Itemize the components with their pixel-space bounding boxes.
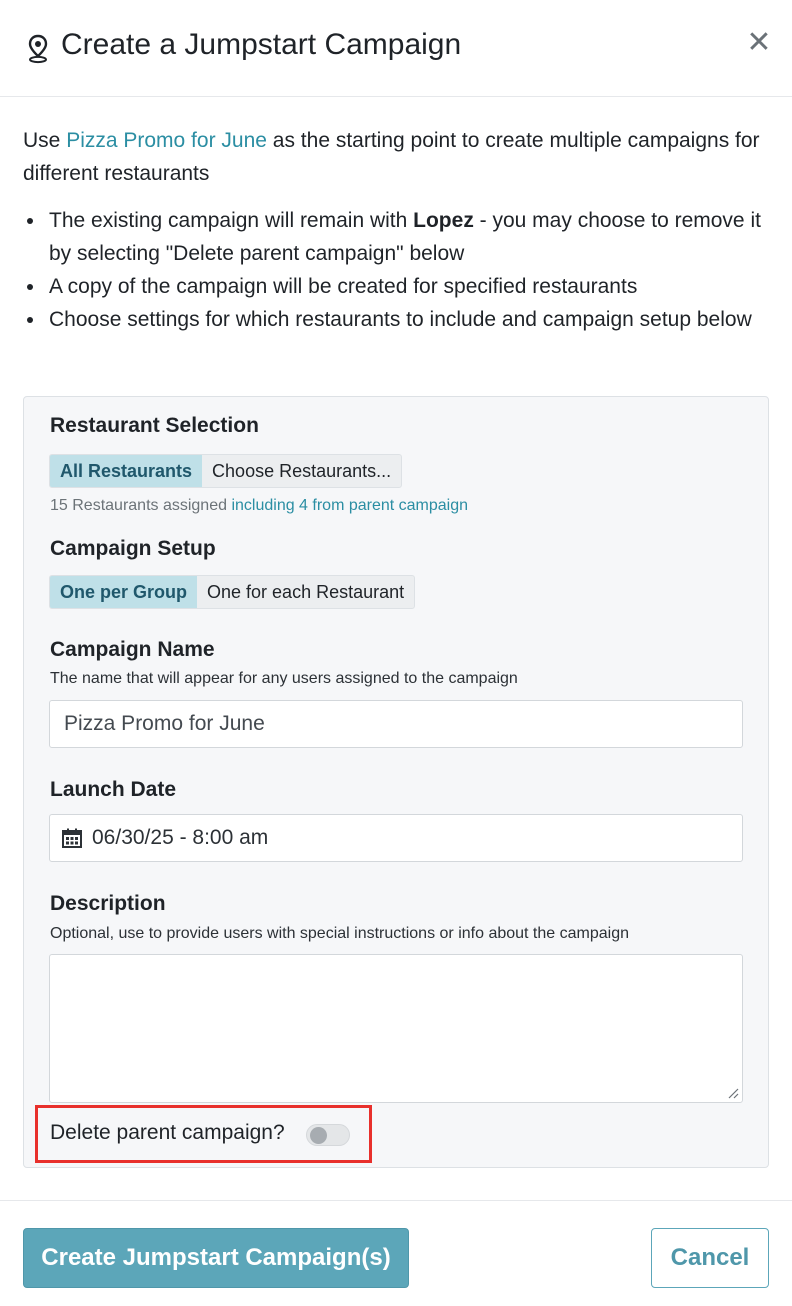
info-bullet-list: [23, 204, 773, 336]
calendar-icon: [62, 828, 82, 848]
intro-suffix: as the starting point to create multiple campaigns for different restaurants: [23, 129, 760, 185]
restaurant-selection-label: Restaurant Selection: [50, 414, 259, 437]
campaign-setup-toggle: [49, 575, 415, 609]
option-all-restaurants[interactable]: All Restaurants: [50, 455, 202, 487]
owner-name: Lopez: [413, 209, 474, 232]
resize-handle-icon[interactable]: [727, 1087, 739, 1099]
description-textarea[interactable]: [49, 954, 743, 1103]
settings-panel: [23, 396, 769, 1168]
option-one-per-restaurant[interactable]: One for each Restaurant: [207, 582, 405, 602]
launch-date-input[interactable]: [49, 814, 743, 862]
campaign-name-input[interactable]: Pizza Promo for June: [49, 700, 743, 748]
bullet-text: The existing campaign will remain with: [49, 209, 414, 232]
launch-date-label: Launch Date: [50, 778, 177, 801]
campaign-name-label: Campaign Name: [50, 638, 215, 661]
intro-text: [23, 124, 773, 190]
cancel-button[interactable]: Cancel: [651, 1228, 769, 1288]
description-label: Description: [50, 892, 166, 915]
parent-campaign-link[interactable]: Pizza Promo for June: [66, 129, 267, 152]
create-jumpstart-campaign-button[interactable]: Create Jumpstart Campaign(s): [23, 1228, 409, 1288]
info-bullet-existing-campaign: [23, 204, 773, 270]
modal-title: Create a Jumpstart Campaign: [61, 28, 462, 61]
campaign-setup-label: Campaign Setup: [50, 537, 216, 560]
restaurant-selection-toggle: [49, 454, 402, 488]
restaurants-assigned-text: [50, 497, 468, 515]
option-choose-restaurants[interactable]: Choose Restaurants...: [212, 461, 392, 481]
info-bullet-settings: Choose settings for which restaurants to include and campaign setup below: [23, 303, 773, 336]
intro-prefix: Use: [23, 129, 67, 152]
delete-parent-label: Delete parent campaign?: [50, 1121, 285, 1144]
modal-header: [0, 0, 792, 97]
description-help: Optional, use to provide users with special instructions or info about the campaign: [50, 925, 629, 942]
launch-date-value: 06/30/25 - 8:00 am: [92, 826, 269, 849]
toggle-knob: [310, 1127, 327, 1144]
bullet-text: - you may choose to remove it by selecting "Delete parent campaign" below: [49, 209, 761, 265]
assigned-count: 15 Restaurants assigned: [50, 497, 232, 514]
delete-parent-toggle[interactable]: [306, 1124, 350, 1146]
parent-restaurants-link[interactable]: including 4 from parent campaign: [231, 497, 469, 514]
option-one-per-group[interactable]: One per Group: [50, 576, 197, 608]
modal-footer: [0, 1200, 792, 1306]
campaign-name-help: The name that will appear for any users assigned to the campaign: [50, 670, 518, 687]
info-bullet-copy: A copy of the campaign will be created for specified restaurants: [23, 270, 773, 303]
map-pin-icon: [26, 34, 50, 64]
close-icon[interactable]: ✕: [746, 26, 772, 59]
